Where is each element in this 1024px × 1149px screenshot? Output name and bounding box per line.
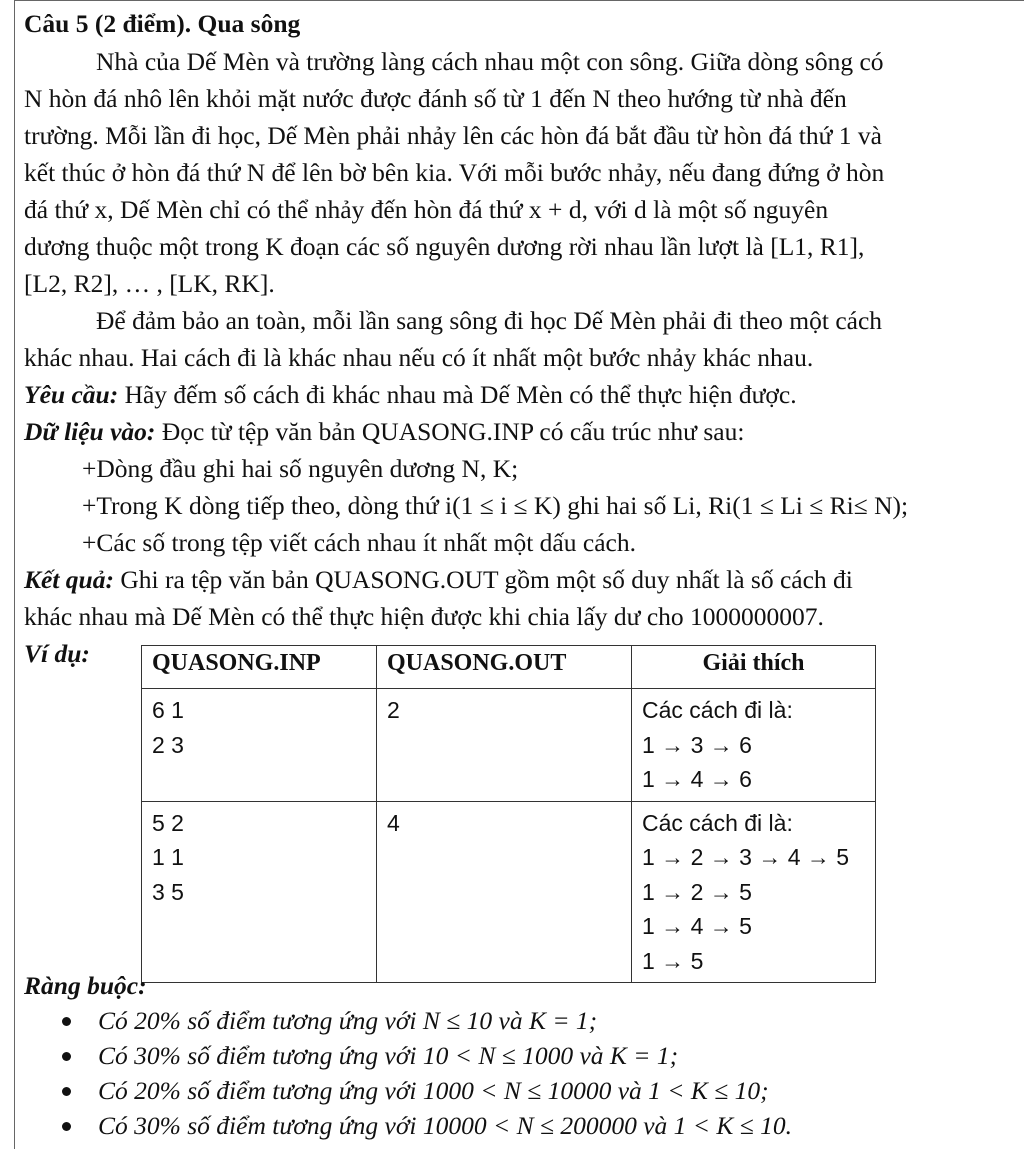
inp-line: 1 1 xyxy=(152,844,184,870)
input-text: Đọc từ tệp văn bản QUASONG.INP có cấu trúc như sau: xyxy=(155,417,745,446)
inp-line: 6 1 xyxy=(152,697,184,723)
explain-line: 1 → 2 → 5 xyxy=(642,878,752,905)
explain-cell xyxy=(632,801,876,983)
explain-line: 1 → 4 → 6 xyxy=(642,766,752,792)
bullet-icon xyxy=(62,1122,71,1131)
input-spec xyxy=(24,416,744,448)
requirement xyxy=(24,379,797,411)
input-label: Dữ liệu vào: xyxy=(24,417,156,446)
explain-line: 1 → 2 → 3 → 4 → 5 xyxy=(642,844,850,870)
out-line: 4 xyxy=(387,809,400,836)
output-label: Kết quả: xyxy=(24,565,114,594)
input-item: +Các số trong tệp viết cách nhau ít nhất một dấu cách. xyxy=(82,528,636,557)
table-row xyxy=(142,689,876,802)
table-header: QUASONG.INP xyxy=(142,646,377,689)
bullet-icon xyxy=(62,1017,71,1026)
out-cell xyxy=(377,801,632,983)
explain-line: Các cách đi là: xyxy=(642,809,793,836)
constraint-item: Có 30% số điểm tương ứng với 10 < N ≤ 1000 và K = 1; xyxy=(98,1041,679,1070)
constraints-label: Ràng buộc: xyxy=(24,971,147,1000)
inp-line: 5 2 xyxy=(152,809,184,836)
out-line: 2 xyxy=(387,697,400,723)
requirement-label: Yêu cầu: xyxy=(24,380,119,409)
explain-cell xyxy=(632,689,876,802)
constraint-item: Có 20% số điểm tương ứng với 1000 < N ≤ 10000 và 1 < K ≤ 10; xyxy=(98,1076,769,1105)
explain-line: 1 → 4 → 5 xyxy=(642,913,752,939)
example-label: Ví dụ: xyxy=(24,639,90,668)
intro-line: trường. Mỗi lần đi học, Dế Mèn phải nhảy lên các hòn đá bắt đầu từ hòn đá thứ 1 và xyxy=(24,121,882,150)
output-text: Ghi ra tệp văn bản QUASONG.OUT gồm một số duy nhất là số cách đi xyxy=(113,565,853,594)
input-item: +Trong K dòng tiếp theo, dòng thứ i(1 ≤ i ≤ K) ghi hai số Li, Ri(1 ≤ Li ≤ Ri≤ N); xyxy=(82,491,909,520)
table-header: QUASONG.OUT xyxy=(377,646,632,689)
example-table xyxy=(141,645,876,983)
problem-title: Câu 5 (2 điểm). Qua sông xyxy=(24,9,301,38)
out-cell xyxy=(377,689,632,802)
intro-line: dương thuộc một trong K đoạn các số nguyên dương rời nhau lần lượt là [L1, R1], xyxy=(24,232,865,261)
table-row xyxy=(142,801,876,983)
inp-line: 2 3 xyxy=(152,731,184,758)
output-spec xyxy=(24,564,853,596)
output-line: khác nhau mà Dế Mèn có thể thực hiện được khi chia lấy dư cho 1000000007. xyxy=(24,602,824,631)
intro-line: kết thúc ở hòn đá thứ N để lên bờ bên kia. Với mỗi bước nhảy, nếu đang đứng ở hòn xyxy=(24,158,885,187)
explain-line: 1 → 3 → 6 xyxy=(642,731,752,758)
constraint-item: Có 20% số điểm tương ứng với N ≤ 10 và K = 1; xyxy=(98,1006,598,1035)
explain-line: 1 → 5 xyxy=(642,947,704,974)
intro-line: [L2, R2], … , [LK, RK]. xyxy=(24,269,275,298)
bullet-icon xyxy=(62,1087,71,1096)
input-item: +Dòng đầu ghi hai số nguyên dương N, K; xyxy=(82,454,519,483)
safety-line: Để đảm bảo an toàn, mỗi lần sang sông đi học Dế Mèn phải đi theo một cách xyxy=(96,306,883,335)
table-header-row xyxy=(142,646,876,689)
explain-line: Các cách đi là: xyxy=(642,697,793,723)
safety-line: khác nhau. Hai cách đi là khác nhau nếu có ít nhất một bước nhảy khác nhau. xyxy=(24,343,814,372)
bullet-icon xyxy=(62,1052,71,1061)
intro-line: N hòn đá nhô lên khỏi mặt nước được đánh số từ 1 đến N theo hướng từ nhà đến xyxy=(24,84,847,113)
intro-line: Nhà của Dế Mèn và trường làng cách nhau một con sông. Giữa dòng sông có xyxy=(96,47,884,76)
requirement-text: Hãy đếm số cách đi khác nhau mà Dế Mèn có thể thực hiện được. xyxy=(118,380,797,409)
inp-cell xyxy=(142,801,377,983)
table-header: Giải thích xyxy=(632,646,876,689)
inp-line: 3 5 xyxy=(152,878,184,905)
constraint-item: Có 30% số điểm tương ứng với 10000 < N ≤ 200000 và 1 < K ≤ 10. xyxy=(98,1111,793,1140)
inp-cell xyxy=(142,689,377,802)
intro-line: đá thứ x, Dế Mèn chỉ có thể nhảy đến hòn đá thứ x + d, với d là một số nguyên xyxy=(24,195,829,224)
